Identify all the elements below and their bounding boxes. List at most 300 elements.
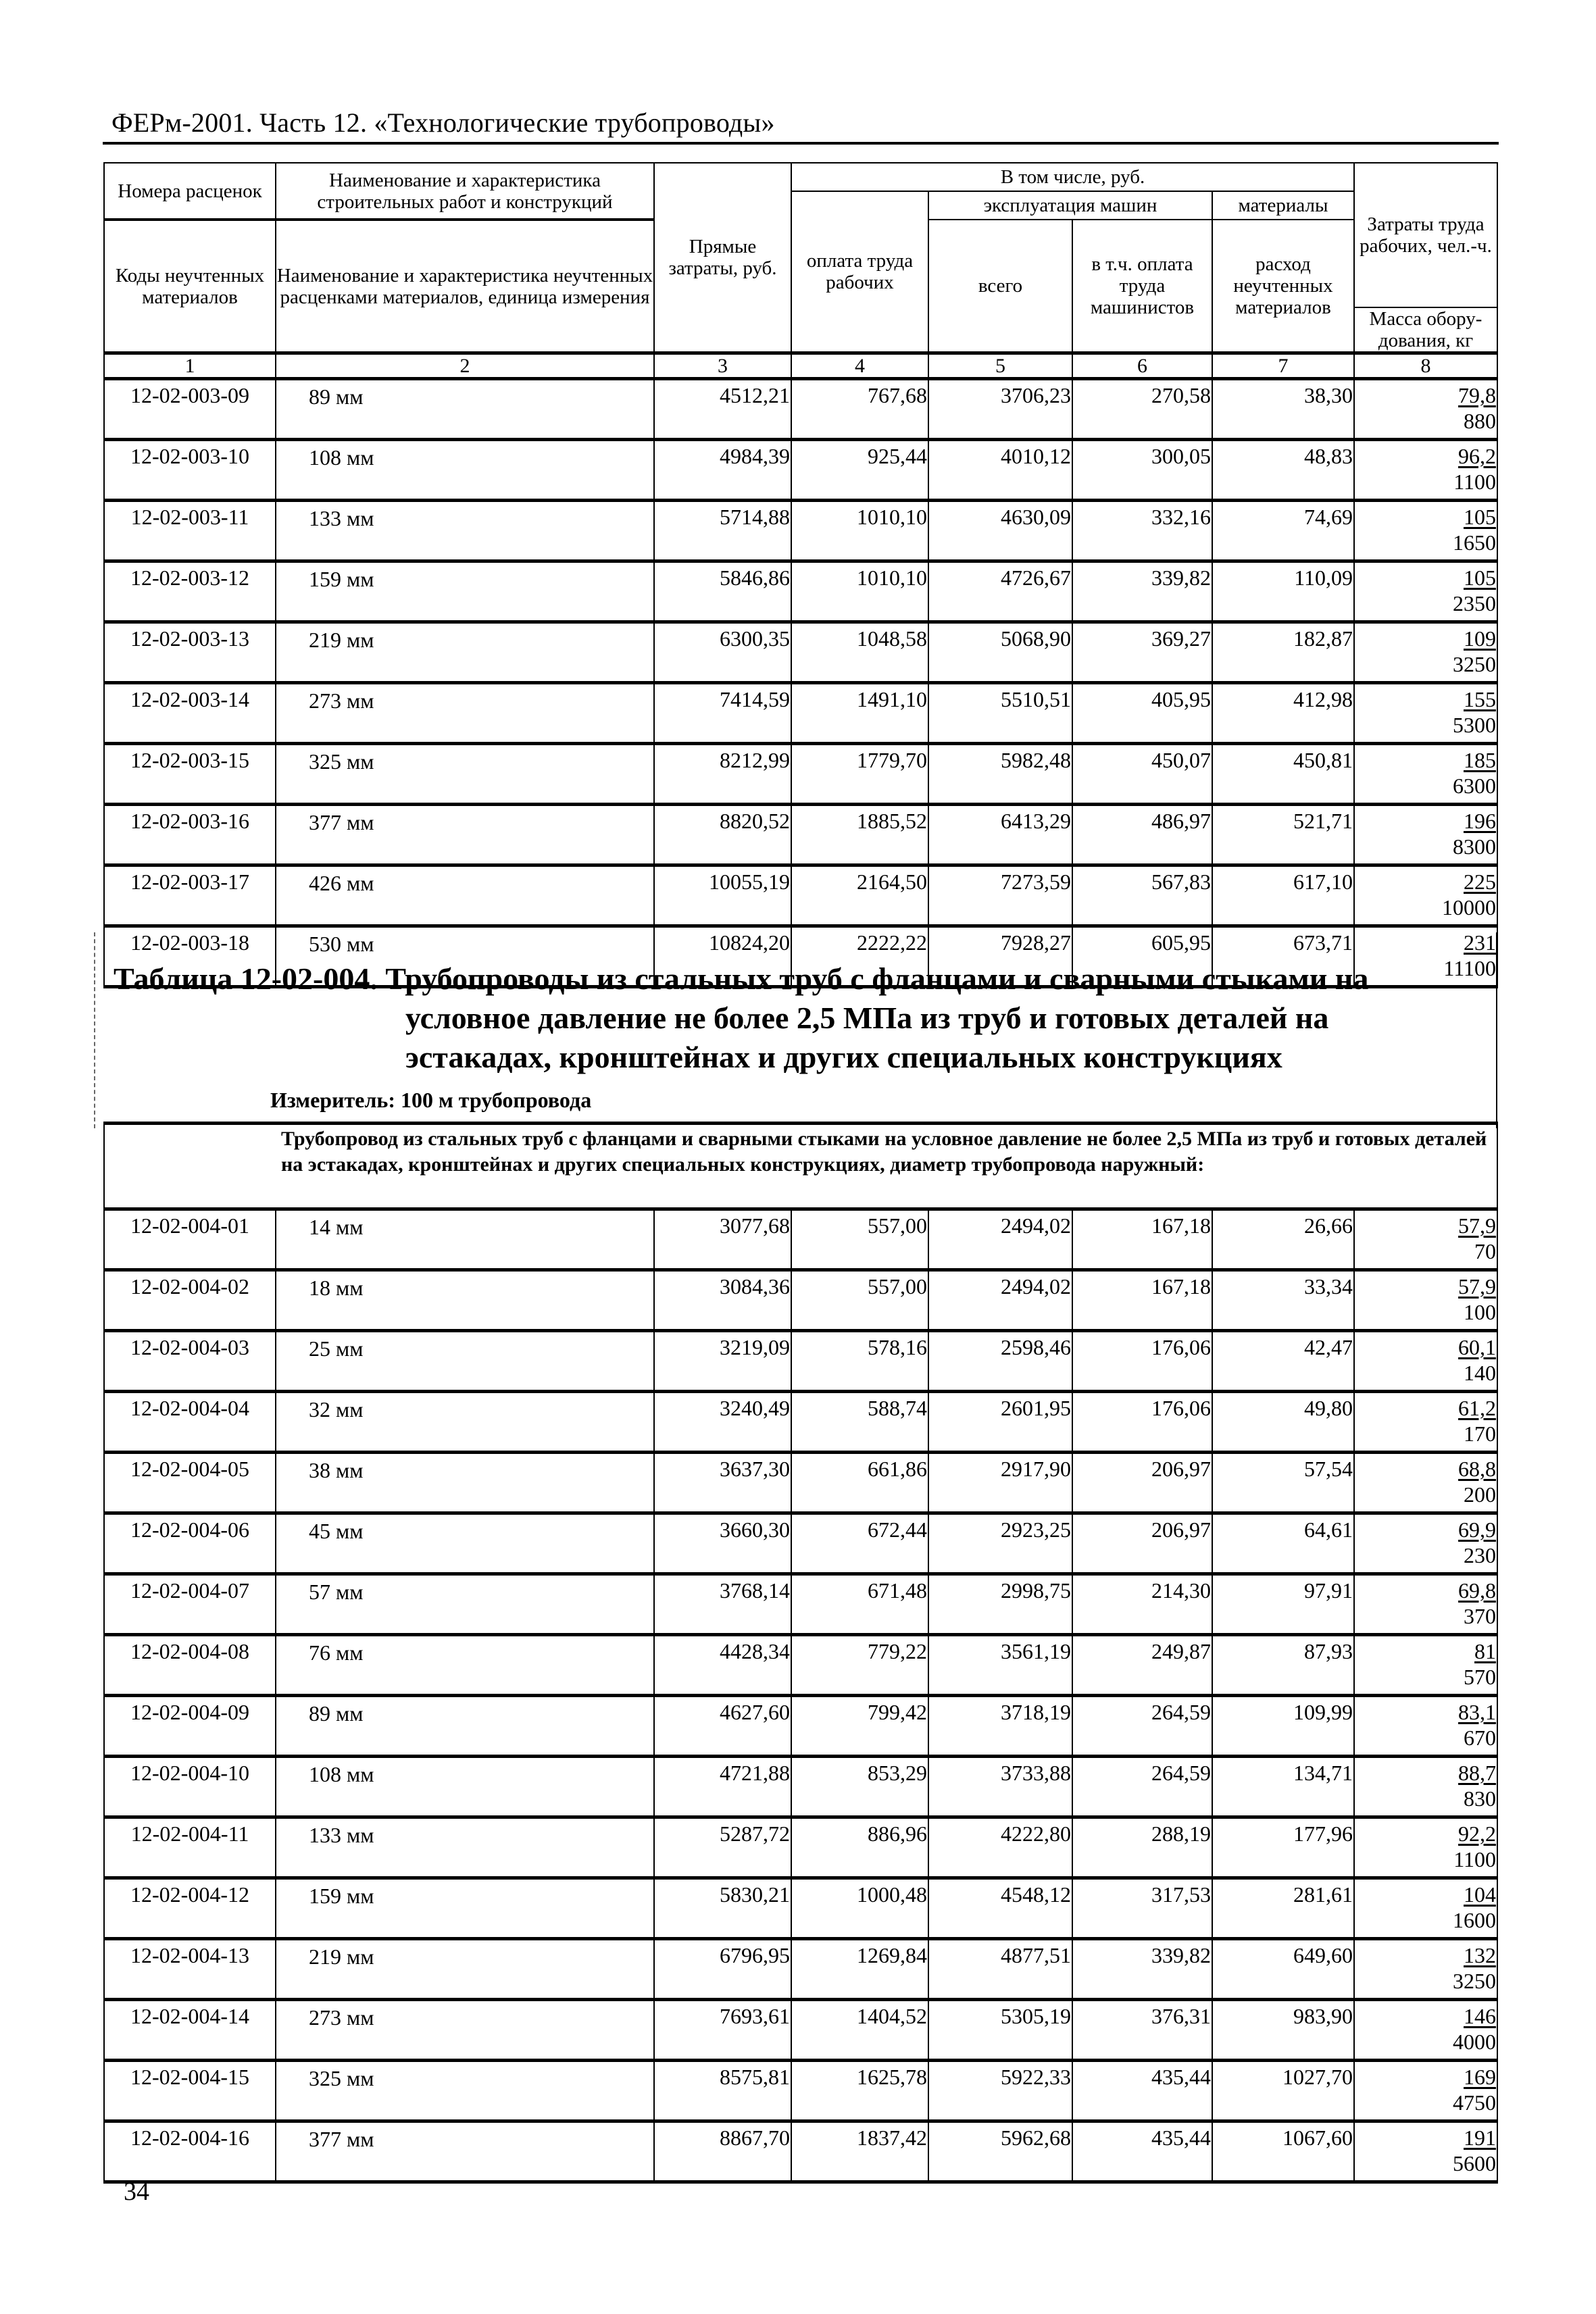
equipment-mass: 100 bbox=[1464, 1300, 1497, 1324]
rate-code: 12-02-003-15 bbox=[104, 744, 276, 805]
labor-pay: 1404,52 bbox=[791, 2000, 928, 2061]
operators-pay: 450,07 bbox=[1072, 744, 1212, 805]
work-name: 89 мм bbox=[276, 379, 654, 440]
direct-costs: 8867,70 bbox=[654, 2121, 791, 2182]
work-name: 159 мм bbox=[276, 1878, 654, 1939]
labor-pay: 1048,58 bbox=[791, 622, 928, 683]
labor-hours: 88,7 bbox=[1458, 1761, 1497, 1785]
labor-hours: 69,9 bbox=[1458, 1517, 1497, 1542]
materials-cost: 412,98 bbox=[1212, 683, 1354, 744]
table-row bbox=[104, 1817, 1497, 1878]
materials-cost: 49,80 bbox=[1212, 1392, 1354, 1453]
table-row bbox=[104, 2061, 1497, 2121]
labor-pay: 1491,10 bbox=[791, 683, 928, 744]
col-number: 7 bbox=[1212, 353, 1354, 379]
rate-code: 12-02-004-04 bbox=[104, 1392, 276, 1453]
rate-code: 12-02-003-18 bbox=[104, 926, 276, 987]
labor-pay: 2164,50 bbox=[791, 865, 928, 926]
direct-costs: 7693,61 bbox=[654, 2000, 791, 2061]
rate-code: 12-02-003-11 bbox=[104, 501, 276, 561]
labor-pay: 1885,52 bbox=[791, 805, 928, 865]
header-labor-hours: Затраты труда рабочих, чел.-ч. bbox=[1354, 163, 1497, 307]
labor-hours: 69,8 bbox=[1458, 1578, 1497, 1603]
equipment-mass: 70 bbox=[1474, 1239, 1497, 1263]
materials-cost: 983,90 bbox=[1212, 2000, 1354, 2061]
equipment-mass: 670 bbox=[1464, 1726, 1497, 1750]
rate-code: 12-02-003-12 bbox=[104, 561, 276, 622]
table-title-line: Таблица 12-02-004. Трубопроводы из стальных труб с фланцами и сварными стыками на bbox=[114, 961, 1369, 996]
operators-pay: 605,95 bbox=[1072, 926, 1212, 987]
labor-pay: 1010,10 bbox=[791, 561, 928, 622]
operators-pay: 270,58 bbox=[1072, 379, 1212, 440]
materials-cost: 110,09 bbox=[1212, 561, 1354, 622]
materials-cost: 281,61 bbox=[1212, 1878, 1354, 1939]
materials-cost: 182,87 bbox=[1212, 622, 1354, 683]
labor-hours: 109 bbox=[1464, 626, 1496, 651]
labor-hours-and-mass bbox=[1354, 683, 1497, 744]
labor-pay: 925,44 bbox=[791, 440, 928, 501]
col-number: 8 bbox=[1354, 353, 1497, 379]
work-name: 108 мм bbox=[276, 440, 654, 501]
machines-total: 4548,12 bbox=[928, 1878, 1072, 1939]
machines-total: 5962,68 bbox=[928, 2121, 1072, 2182]
operators-pay: 176,06 bbox=[1072, 1331, 1212, 1392]
table-row bbox=[104, 1757, 1497, 1817]
direct-costs: 5846,86 bbox=[654, 561, 791, 622]
labor-hours-and-mass bbox=[1354, 1817, 1497, 1878]
labor-hours-and-mass bbox=[1354, 1696, 1497, 1757]
labor-pay: 779,22 bbox=[791, 1635, 928, 1696]
table-row bbox=[104, 561, 1497, 622]
labor-hours: 155 bbox=[1464, 687, 1496, 711]
work-name: 89 мм bbox=[276, 1696, 654, 1757]
labor-pay: 1779,70 bbox=[791, 744, 928, 805]
direct-costs: 5287,72 bbox=[654, 1817, 791, 1878]
work-name: 133 мм bbox=[276, 501, 654, 561]
machines-total: 3733,88 bbox=[928, 1757, 1072, 1817]
machines-total: 3561,19 bbox=[928, 1635, 1072, 1696]
materials-cost: 26,66 bbox=[1212, 1209, 1354, 1270]
rate-code: 12-02-004-05 bbox=[104, 1453, 276, 1513]
labor-pay: 661,86 bbox=[791, 1453, 928, 1513]
rate-code: 12-02-004-16 bbox=[104, 2121, 276, 2182]
materials-cost: 134,71 bbox=[1212, 1757, 1354, 1817]
table-row bbox=[104, 1635, 1497, 1696]
table-row bbox=[104, 2121, 1497, 2182]
work-name: 76 мм bbox=[276, 1635, 654, 1696]
header-direct-costs: Прямые затраты, руб. bbox=[654, 163, 791, 353]
materials-cost: 1067,60 bbox=[1212, 2121, 1354, 2182]
table-row bbox=[104, 1331, 1497, 1392]
work-name: 38 мм bbox=[276, 1453, 654, 1513]
machines-total: 2998,75 bbox=[928, 1574, 1072, 1635]
machines-total: 3706,23 bbox=[928, 379, 1072, 440]
rate-code: 12-02-003-16 bbox=[104, 805, 276, 865]
table-row bbox=[104, 2000, 1497, 2061]
machines-total: 7273,59 bbox=[928, 865, 1072, 926]
materials-cost: 48,83 bbox=[1212, 440, 1354, 501]
direct-costs: 8575,81 bbox=[654, 2061, 791, 2121]
table-row bbox=[104, 501, 1497, 561]
direct-costs: 4721,88 bbox=[654, 1757, 791, 1817]
labor-pay: 799,42 bbox=[791, 1696, 928, 1757]
operators-pay: 369,27 bbox=[1072, 622, 1212, 683]
labor-pay: 886,96 bbox=[791, 1817, 928, 1878]
labor-pay: 1837,42 bbox=[791, 2121, 928, 2182]
labor-hours: 196 bbox=[1464, 809, 1496, 833]
table-row bbox=[104, 744, 1497, 805]
operators-pay: 405,95 bbox=[1072, 683, 1212, 744]
labor-hours: 104 bbox=[1464, 1882, 1497, 1907]
work-name: 530 мм bbox=[276, 926, 654, 987]
work-name: 377 мм bbox=[276, 2121, 654, 2182]
equipment-mass: 140 bbox=[1464, 1361, 1497, 1385]
rate-code: 12-02-004-01 bbox=[104, 1209, 276, 1270]
materials-cost: 42,47 bbox=[1212, 1331, 1354, 1392]
rate-code: 12-02-004-03 bbox=[104, 1331, 276, 1392]
labor-pay: 1010,10 bbox=[791, 501, 928, 561]
labor-hours-and-mass bbox=[1354, 379, 1497, 440]
labor-hours-and-mass bbox=[1354, 1878, 1497, 1939]
table-row bbox=[104, 1513, 1497, 1574]
equipment-mass: 200 bbox=[1464, 1482, 1497, 1507]
direct-costs: 8212,99 bbox=[654, 744, 791, 805]
header-materials: материалы bbox=[1212, 191, 1354, 220]
labor-hours: 105 bbox=[1464, 565, 1496, 590]
labor-hours: 185 bbox=[1464, 748, 1496, 772]
labor-pay: 557,00 bbox=[791, 1209, 928, 1270]
direct-costs: 10055,19 bbox=[654, 865, 791, 926]
direct-costs: 3637,30 bbox=[654, 1453, 791, 1513]
materials-cost: 109,99 bbox=[1212, 1696, 1354, 1757]
work-name: 325 мм bbox=[276, 2061, 654, 2121]
machines-total: 5510,51 bbox=[928, 683, 1072, 744]
labor-hours-and-mass bbox=[1354, 2061, 1497, 2121]
rate-code: 12-02-004-06 bbox=[104, 1513, 276, 1574]
direct-costs: 3660,30 bbox=[654, 1513, 791, 1574]
labor-hours-and-mass bbox=[1354, 1757, 1497, 1817]
table-12-02-004 bbox=[103, 1122, 1498, 2184]
table-row bbox=[104, 1453, 1497, 1513]
labor-hours-and-mass bbox=[1354, 1513, 1497, 1574]
running-head: ФЕРм-2001. Часть 12. «Технологические трубопроводы» bbox=[111, 107, 775, 138]
header-operators-pay: в т.ч. оплата труда машинистов bbox=[1072, 220, 1212, 353]
equipment-mass: 8300 bbox=[1453, 834, 1496, 859]
equipment-mass: 5600 bbox=[1453, 2151, 1497, 2175]
table-row bbox=[104, 1270, 1497, 1331]
labor-pay: 1269,84 bbox=[791, 1939, 928, 2000]
operators-pay: 264,59 bbox=[1072, 1757, 1212, 1817]
table-row bbox=[104, 1392, 1497, 1453]
labor-hours-and-mass bbox=[1354, 1270, 1497, 1331]
materials-cost: 649,60 bbox=[1212, 1939, 1354, 2000]
materials-cost: 64,61 bbox=[1212, 1513, 1354, 1574]
rate-code: 12-02-003-09 bbox=[104, 379, 276, 440]
header-including: В том числе, руб. bbox=[791, 163, 1354, 191]
labor-hours: 79,8 bbox=[1458, 383, 1496, 407]
rate-code: 12-02-004-11 bbox=[104, 1817, 276, 1878]
rate-code: 12-02-003-14 bbox=[104, 683, 276, 744]
labor-pay: 2222,22 bbox=[791, 926, 928, 987]
table-row bbox=[104, 440, 1497, 501]
direct-costs: 4984,39 bbox=[654, 440, 791, 501]
table-title-line: условное давление не более 2,5 МПа из труб и готовых деталей на bbox=[405, 1001, 1329, 1035]
operators-pay: 435,44 bbox=[1072, 2121, 1212, 2182]
labor-hours: 83,1 bbox=[1458, 1700, 1497, 1724]
labor-hours: 96,2 bbox=[1458, 444, 1496, 468]
table-row bbox=[104, 1209, 1497, 1270]
rate-code: 12-02-004-02 bbox=[104, 1270, 276, 1331]
equipment-mass: 1600 bbox=[1453, 1908, 1497, 1932]
direct-costs: 5714,88 bbox=[654, 501, 791, 561]
labor-pay: 853,29 bbox=[791, 1757, 928, 1817]
operators-pay: 176,06 bbox=[1072, 1392, 1212, 1453]
materials-cost: 57,54 bbox=[1212, 1453, 1354, 1513]
rate-code: 12-02-004-10 bbox=[104, 1757, 276, 1817]
equipment-mass: 230 bbox=[1464, 1543, 1497, 1567]
labor-hours-and-mass bbox=[1354, 1209, 1497, 1270]
table-row bbox=[104, 865, 1497, 926]
header-labor-pay: оплата труда рабочих bbox=[791, 191, 928, 353]
machines-total: 4877,51 bbox=[928, 1939, 1072, 2000]
materials-cost: 33,34 bbox=[1212, 1270, 1354, 1331]
table-row bbox=[104, 1939, 1497, 2000]
operators-pay: 300,05 bbox=[1072, 440, 1212, 501]
machines-total: 2494,02 bbox=[928, 1270, 1072, 1331]
machines-total: 4726,67 bbox=[928, 561, 1072, 622]
labor-hours-and-mass bbox=[1354, 1453, 1497, 1513]
measure-unit: Измеритель: 100 м трубопровода bbox=[270, 1088, 592, 1112]
header-equipment-mass: Масса обору-дования, кг bbox=[1354, 307, 1497, 353]
table-row bbox=[104, 683, 1497, 744]
labor-hours: 231 bbox=[1464, 930, 1496, 955]
labor-hours: 191 bbox=[1464, 2126, 1497, 2150]
operators-pay: 376,31 bbox=[1072, 2000, 1212, 2061]
table-title bbox=[114, 959, 1499, 1077]
labor-hours: 61,2 bbox=[1458, 1396, 1497, 1420]
direct-costs: 6796,95 bbox=[654, 1939, 791, 2000]
direct-costs: 3768,14 bbox=[654, 1574, 791, 1635]
labor-hours: 146 bbox=[1464, 2004, 1497, 2028]
rate-code: 12-02-004-07 bbox=[104, 1574, 276, 1635]
rate-code: 12-02-003-17 bbox=[104, 865, 276, 926]
labor-pay: 1625,78 bbox=[791, 2061, 928, 2121]
labor-pay: 671,48 bbox=[791, 1574, 928, 1635]
equipment-mass: 1650 bbox=[1453, 530, 1496, 555]
machines-total: 4010,12 bbox=[928, 440, 1072, 501]
machines-total: 2601,95 bbox=[928, 1392, 1072, 1453]
labor-hours: 225 bbox=[1464, 870, 1496, 894]
direct-costs: 8820,52 bbox=[654, 805, 791, 865]
work-name: 32 мм bbox=[276, 1392, 654, 1453]
operators-pay: 206,97 bbox=[1072, 1513, 1212, 1574]
equipment-mass: 4750 bbox=[1453, 2090, 1497, 2115]
direct-costs: 4512,21 bbox=[654, 379, 791, 440]
labor-hours: 92,2 bbox=[1458, 1821, 1497, 1846]
work-name: 273 мм bbox=[276, 683, 654, 744]
labor-hours-and-mass bbox=[1354, 1331, 1497, 1392]
col-number: 1 bbox=[104, 353, 276, 379]
operators-pay: 288,19 bbox=[1072, 1817, 1212, 1878]
materials-cost: 177,96 bbox=[1212, 1817, 1354, 1878]
col-number: 6 bbox=[1072, 353, 1212, 379]
operators-pay: 339,82 bbox=[1072, 561, 1212, 622]
direct-costs: 4428,34 bbox=[654, 1635, 791, 1696]
labor-hours-and-mass bbox=[1354, 1392, 1497, 1453]
labor-pay: 588,74 bbox=[791, 1392, 928, 1453]
labor-hours: 105 bbox=[1464, 505, 1496, 529]
labor-hours-and-mass bbox=[1354, 561, 1497, 622]
work-name: 377 мм bbox=[276, 805, 654, 865]
equipment-mass: 570 bbox=[1464, 1665, 1497, 1689]
machines-total: 2494,02 bbox=[928, 1209, 1072, 1270]
labor-pay: 672,44 bbox=[791, 1513, 928, 1574]
machines-total: 2598,46 bbox=[928, 1331, 1072, 1392]
labor-hours: 81 bbox=[1474, 1639, 1497, 1663]
labor-hours: 169 bbox=[1464, 2065, 1497, 2089]
equipment-mass: 10000 bbox=[1442, 895, 1496, 920]
equipment-mass: 880 bbox=[1464, 409, 1496, 433]
labor-hours: 57,9 bbox=[1458, 1213, 1497, 1238]
labor-pay: 557,00 bbox=[791, 1270, 928, 1331]
work-name: 219 мм bbox=[276, 622, 654, 683]
labor-hours-and-mass bbox=[1354, 805, 1497, 865]
labor-hours: 68,8 bbox=[1458, 1457, 1497, 1481]
rate-code: 12-02-004-08 bbox=[104, 1635, 276, 1696]
labor-hours-and-mass bbox=[1354, 2121, 1497, 2182]
work-name: 45 мм bbox=[276, 1513, 654, 1574]
table-12-02-003 bbox=[103, 162, 1498, 988]
labor-pay: 767,68 bbox=[791, 379, 928, 440]
work-name: 133 мм bbox=[276, 1817, 654, 1878]
work-name: 219 мм bbox=[276, 1939, 654, 2000]
machines-total: 5982,48 bbox=[928, 744, 1072, 805]
work-name: 108 мм bbox=[276, 1757, 654, 1817]
rate-code: 12-02-003-10 bbox=[104, 440, 276, 501]
work-name: 273 мм bbox=[276, 2000, 654, 2061]
labor-hours-and-mass bbox=[1354, 1939, 1497, 2000]
operators-pay: 339,82 bbox=[1072, 1939, 1212, 2000]
header-material-consumption: расход неучтенных материалов bbox=[1212, 220, 1354, 353]
machines-total: 5068,90 bbox=[928, 622, 1072, 683]
header-rule bbox=[103, 142, 1499, 145]
table-row bbox=[104, 379, 1497, 440]
rate-code: 12-02-004-09 bbox=[104, 1696, 276, 1757]
operators-pay: 206,97 bbox=[1072, 1453, 1212, 1513]
machines-total: 2917,90 bbox=[928, 1453, 1072, 1513]
machines-total: 6413,29 bbox=[928, 805, 1072, 865]
operators-pay: 249,87 bbox=[1072, 1635, 1212, 1696]
table-title-line: эстакадах, кронштейнах и других специальных конструкциях bbox=[405, 1040, 1282, 1074]
equipment-mass: 5300 bbox=[1453, 713, 1496, 737]
direct-costs: 3240,49 bbox=[654, 1392, 791, 1453]
labor-hours-and-mass bbox=[1354, 865, 1497, 926]
labor-hours-and-mass bbox=[1354, 501, 1497, 561]
machines-total: 4222,80 bbox=[928, 1817, 1072, 1878]
equipment-mass: 830 bbox=[1464, 1786, 1497, 1811]
equipment-mass: 11100 bbox=[1443, 956, 1496, 980]
direct-costs: 10824,20 bbox=[654, 926, 791, 987]
col-number: 2 bbox=[276, 353, 654, 379]
table-row bbox=[104, 1696, 1497, 1757]
materials-cost: 97,91 bbox=[1212, 1574, 1354, 1635]
col-number: 4 bbox=[791, 353, 928, 379]
labor-hours-and-mass bbox=[1354, 622, 1497, 683]
operators-pay: 264,59 bbox=[1072, 1696, 1212, 1757]
direct-costs: 7414,59 bbox=[654, 683, 791, 744]
table-row bbox=[104, 622, 1497, 683]
rate-code: 12-02-004-13 bbox=[104, 1939, 276, 2000]
header-machines-total: всего bbox=[928, 220, 1072, 353]
operators-pay: 435,44 bbox=[1072, 2061, 1212, 2121]
labor-pay: 1000,48 bbox=[791, 1878, 928, 1939]
work-name: 25 мм bbox=[276, 1331, 654, 1392]
labor-hours-and-mass bbox=[1354, 1635, 1497, 1696]
machines-total: 5922,33 bbox=[928, 2061, 1072, 2121]
equipment-mass: 3250 bbox=[1453, 1969, 1497, 1993]
equipment-mass: 6300 bbox=[1453, 774, 1496, 798]
labor-hours-and-mass bbox=[1354, 2000, 1497, 2061]
materials-cost: 617,10 bbox=[1212, 865, 1354, 926]
materials-cost: 521,71 bbox=[1212, 805, 1354, 865]
machines-total: 7928,27 bbox=[928, 926, 1072, 987]
work-name: 57 мм bbox=[276, 1574, 654, 1635]
materials-cost: 87,93 bbox=[1212, 1635, 1354, 1696]
materials-cost: 38,30 bbox=[1212, 379, 1354, 440]
frame-line bbox=[94, 932, 95, 1128]
labor-hours: 60,1 bbox=[1458, 1335, 1497, 1359]
subheader-description: Трубопровод из стальных труб с фланцами и сварными стыками на условное давление не более 2,5 МПа из труб и готовых деталей на эстакадах, кронштейнах и других специальных конструкциях, диаметр трубопровода наружный: bbox=[276, 1124, 1497, 1209]
operators-pay: 214,30 bbox=[1072, 1574, 1212, 1635]
labor-hours-and-mass bbox=[1354, 744, 1497, 805]
labor-pay: 578,16 bbox=[791, 1331, 928, 1392]
rate-code: 12-02-004-14 bbox=[104, 2000, 276, 2061]
labor-hours-and-mass bbox=[1354, 1574, 1497, 1635]
direct-costs: 3077,68 bbox=[654, 1209, 791, 1270]
machines-total: 4630,09 bbox=[928, 501, 1072, 561]
header-machines: эксплуатация машин bbox=[928, 191, 1212, 220]
operators-pay: 167,18 bbox=[1072, 1209, 1212, 1270]
subheader-empty bbox=[104, 1124, 276, 1209]
direct-costs: 3084,36 bbox=[654, 1270, 791, 1331]
table-row bbox=[104, 1574, 1497, 1635]
operators-pay: 332,16 bbox=[1072, 501, 1212, 561]
rate-code: 12-02-003-13 bbox=[104, 622, 276, 683]
header-work-name: Наименование и характеристика строительных работ и конструкций bbox=[276, 163, 654, 220]
operators-pay: 567,83 bbox=[1072, 865, 1212, 926]
equipment-mass: 4000 bbox=[1453, 2030, 1497, 2054]
machines-total: 2923,25 bbox=[928, 1513, 1072, 1574]
col-number: 5 bbox=[928, 353, 1072, 379]
work-name: 325 мм bbox=[276, 744, 654, 805]
equipment-mass: 170 bbox=[1464, 1422, 1497, 1446]
equipment-mass: 3250 bbox=[1453, 652, 1496, 676]
operators-pay: 486,97 bbox=[1072, 805, 1212, 865]
labor-hours: 132 bbox=[1464, 1943, 1497, 1967]
header-rate-numbers: Номера расценок bbox=[104, 163, 276, 220]
header-material-codes: Коды неучтенных материалов bbox=[104, 220, 276, 353]
table-row bbox=[104, 1878, 1497, 1939]
equipment-mass: 1100 bbox=[1453, 1847, 1497, 1871]
machines-total: 3718,19 bbox=[928, 1696, 1072, 1757]
materials-cost: 673,71 bbox=[1212, 926, 1354, 987]
direct-costs: 3219,09 bbox=[654, 1331, 791, 1392]
rate-code: 12-02-004-12 bbox=[104, 1878, 276, 1939]
direct-costs: 4627,60 bbox=[654, 1696, 791, 1757]
table-row bbox=[104, 805, 1497, 865]
equipment-mass: 1100 bbox=[1453, 470, 1496, 494]
labor-hours-and-mass bbox=[1354, 440, 1497, 501]
